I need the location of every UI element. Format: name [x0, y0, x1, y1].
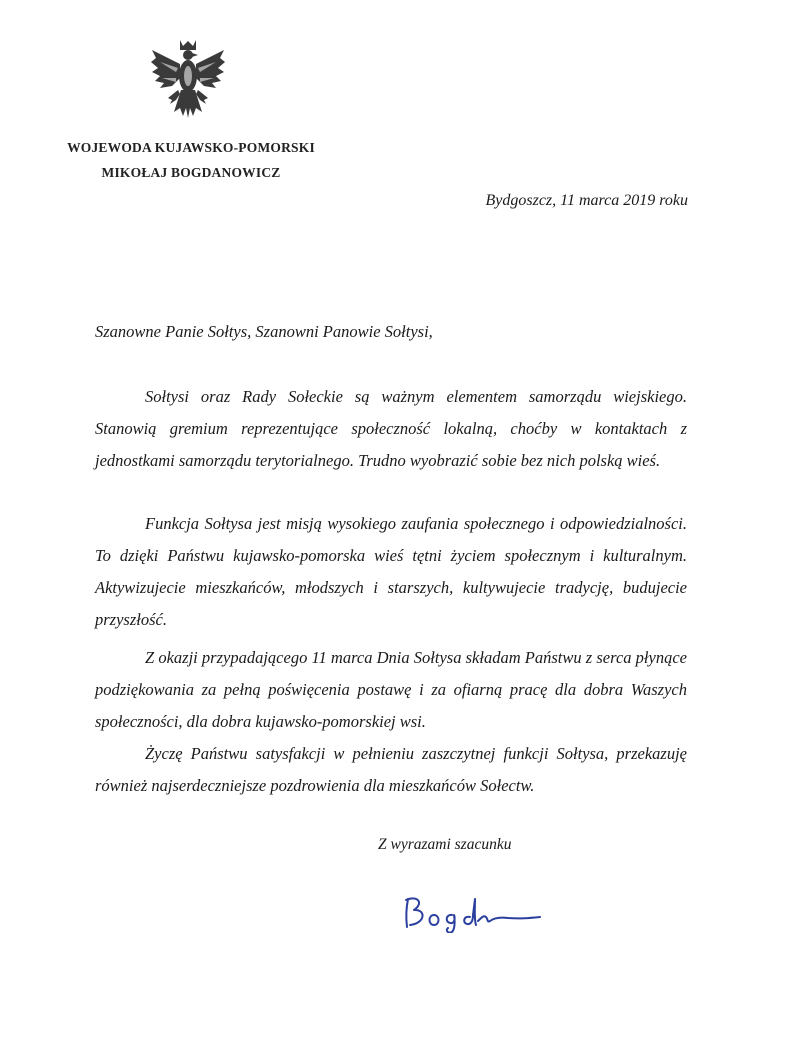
handwritten-signature	[400, 893, 545, 933]
closing-phrase: Z wyrazami szacunku	[378, 836, 512, 853]
sender-name: MIKOŁAJ BOGDANOWICZ	[101, 165, 281, 180]
paragraph-4: Życzę Państwu satysfakcji w pełnieniu zaszczytnej funkcji Sołtysa, przekazuję również najserdeczniejsze pozdrowienia dla mieszkańców Sołectw.	[95, 744, 687, 795]
paragraph-3: Z okazji przypadającego 11 marca Dnia Sołtysa składam Państwu z serca płynące podziękowania za pełną poświęcenia postawę i za ofiarną pracę dla dobra Waszych społeczności, dla dobra kujawsko-pomorskiej wsi.	[95, 648, 687, 731]
salutation: Szanowne Panie Sołtys, Szanowni Panowie Sołtysi,	[95, 322, 433, 341]
letter-date: Bydgoszcz, 11 marca 2019 roku	[485, 192, 688, 209]
sender-title: WOJEWODA KUJAWSKO-POMORSKI	[67, 140, 315, 155]
paragraph-2: Funkcja Sołtysa jest misją wysokiego zaufania społecznego i odpowiedzialności. To dzięki Państwu kujawsko-pomorska wieś tętni życiem społecznym i kulturalnym. Aktywizujecie mieszkańców, młodszych i starszych, kultywujecie tradycję, budujecie przyszłość.	[95, 514, 687, 629]
polish-eagle-emblem-icon	[150, 38, 226, 120]
paragraph-1: Sołtysi oraz Rady Sołeckie są ważnym elementem samorządu wiejskiego. Stanowią gremium reprezentujące społeczność lokalną, choćby w kontaktach z jednostkami samorządu terytorialnego. Trudno wyobrazić sobie bez nich polską wieś.	[95, 387, 687, 470]
